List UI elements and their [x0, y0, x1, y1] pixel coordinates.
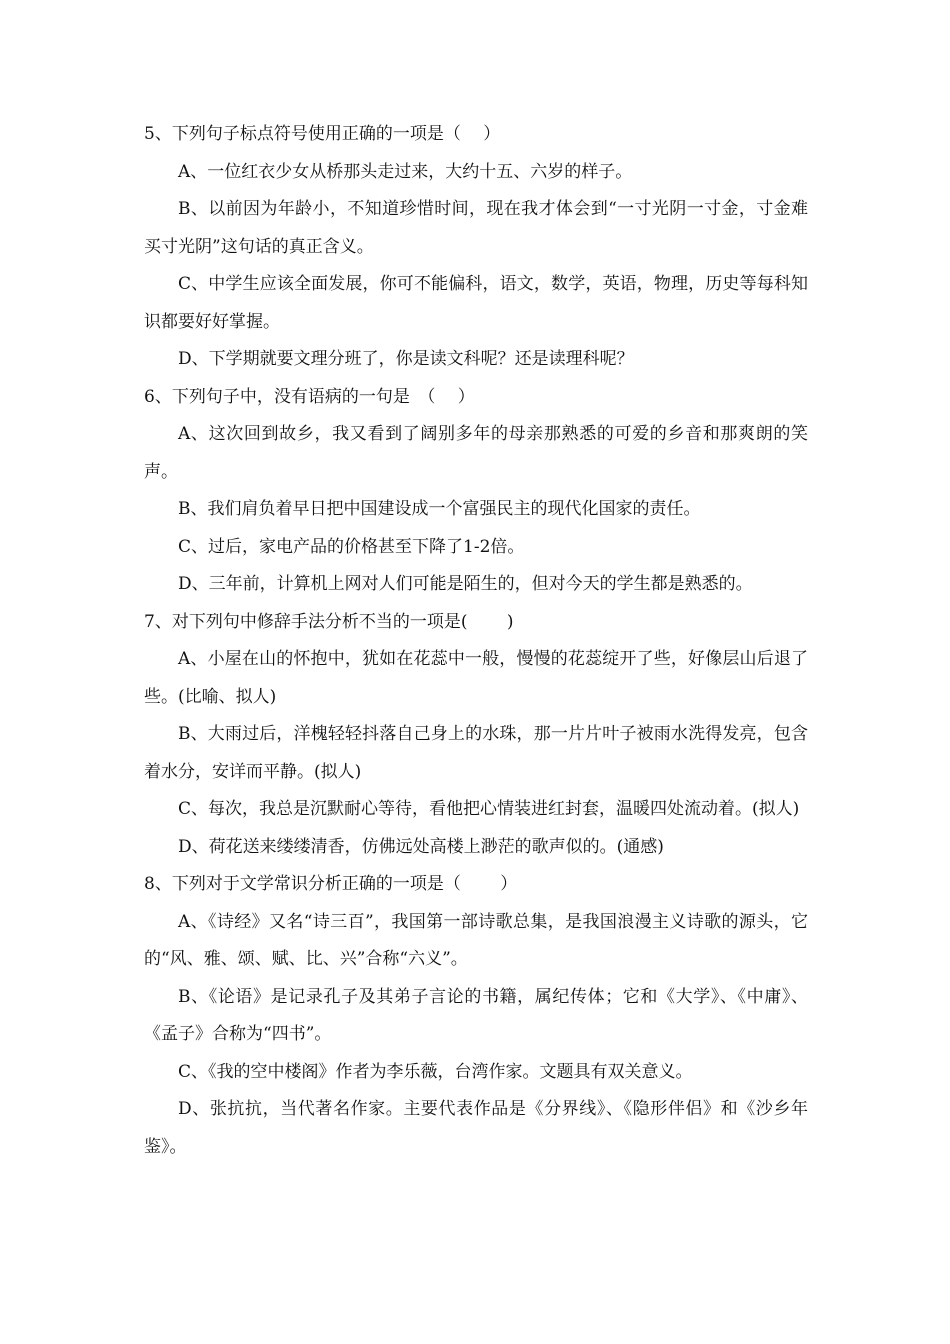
option-a: A、一位红衣少女从桥那头走过来，大约十五、六岁的样子。	[178, 161, 633, 182]
question-stem: 6、下列句子中，没有语病的一句是 （ ）	[144, 386, 475, 407]
option-b: B、大雨过后，洋槐轻轻抖落自己身上的水珠，那一片片叶子被雨水洗得发亮，包含着水分，安详而平静。(拟人)	[144, 724, 808, 782]
option-c: C、《我的空中楼阁》作者为李乐薇，台湾作家。文题具有双关意义。	[178, 1061, 693, 1082]
option-a: A、《诗经》又名“诗三百”，我国第一部诗歌总集，是我国浪漫主义诗歌的源头，它的“风、雅、颂、赋、比、兴”合称“六义”。	[144, 911, 808, 969]
question-stem: 7、对下列句中修辞手法分析不当的一项是( )	[144, 611, 514, 632]
option-b: B、我们肩负着早日把中国建设成一个富强民主的现代化国家的责任。	[178, 499, 701, 519]
option-b: B、以前因为年龄小，不知道珍惜时间，现在我才体会到“一寸光阴一寸金，寸金难买寸光阴”这句话的真正含义。	[144, 199, 808, 257]
option-d: D、荷花送来缕缕清香，仿佛远处高楼上渺茫的歌声似的。(通感)	[178, 836, 664, 857]
question-5	[144, 116, 808, 379]
question-6	[144, 379, 808, 604]
option-c: C、每次，我总是沉默耐心等待，看他把心情装进红封套，温暖四处流动着。(拟人)	[178, 799, 800, 819]
question-7	[144, 604, 808, 867]
question-stem: 5、下列句子标点符号使用正确的一项是（ ）	[144, 124, 501, 144]
option-c: C、过后，家电产品的价格甚至下降了1-2倍。	[178, 536, 525, 557]
option-b: B、《论语》是记录孔子及其弟子言论的书籍，属纪传体；它和《大学》、《中庸》、《孟子》合称为“四书”。	[144, 986, 808, 1044]
option-d: D、三年前，计算机上网对人们可能是陌生的，但对今天的学生都是熟悉的。	[178, 574, 753, 594]
option-a: A、小屋在山的怀抱中，犹如在花蕊中一般，慢慢的花蕊绽开了些，好像层山后退了些。(比喻、拟人)	[144, 649, 808, 707]
question-8	[144, 866, 808, 1166]
option-a: A、这次回到故乡，我又看到了阔别多年的母亲那熟悉的可爱的乡音和那爽朗的笑声。	[144, 424, 808, 482]
option-d: D、张抗抗，当代著名作家。主要代表作品是《分界线》、《隐形伴侣》和《沙乡年鉴》。	[144, 1099, 808, 1157]
question-list	[144, 116, 808, 1166]
question-stem: 8、下列对于文学常识分析正确的一项是（ ）	[144, 874, 518, 894]
option-c: C、中学生应该全面发展，你可不能偏科，语文，数学，英语，物理，历史等每科知识都要好好掌握。	[144, 274, 808, 332]
option-d: D、下学期就要文理分班了，你是读文科呢？还是读理科呢？	[178, 349, 634, 369]
